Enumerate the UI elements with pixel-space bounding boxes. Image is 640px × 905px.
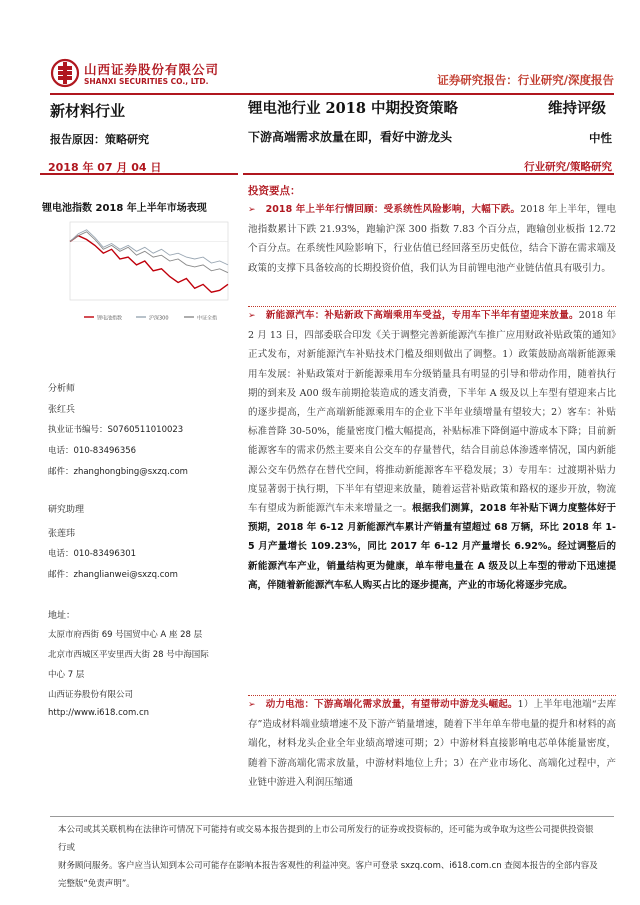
footer-divider — [50, 816, 614, 817]
chart-svg — [44, 216, 234, 328]
address-line-2: 北京市西城区平安里西大街 28 号中海国际 — [48, 650, 209, 660]
company-name-cn: 山西证券股份有限公司 — [84, 62, 220, 77]
analyst-cert: 执业证书编号：S0760511010023 — [48, 425, 184, 435]
bullet-arrow-icon: ➢ — [248, 700, 256, 710]
company-logo — [50, 58, 240, 94]
legend-label-1: 锂电池指数 — [97, 315, 123, 322]
address-line-3: 中心 7 层 — [48, 670, 85, 680]
key-point-2-conclusion: 根据我们测算，2018 年补贴下调力度整体好于预期，2018 年 6-12 月新能源汽车累计产销量有望超过 68 万辆，环比 2018 年 1-5 月产量增长 109.23%，同比 2017 年 6-12 月产量增长 6.92%。经过调整后的新能源汽车产业，销量结构更为健康，单车带电量在 A 级及以上车型的带动下迅速提高，伴随着新能源汽车私人购买占比的逐步提高，产业的市场化将逐步完成。 — [248, 503, 616, 591]
legend-label-3: 中证全指 — [197, 315, 218, 322]
report-subtitle: 下游高端需求放量在即，看好中游龙头 — [248, 130, 453, 144]
report-title: 锂电池行业 2018 中期投资策略 — [248, 100, 458, 117]
report-type: 证券研究报告：行业研究/深度报告 — [437, 73, 614, 87]
legend-label-2: 沪深300 — [149, 315, 169, 322]
analyst-name: 张红兵 — [48, 405, 76, 415]
disclaimer — [58, 821, 598, 893]
key-point-1 — [248, 200, 616, 278]
key-points-title: 投资要点： — [248, 185, 301, 197]
market-performance-chart — [44, 216, 234, 328]
analyst-label: 分析师 — [48, 384, 76, 394]
header-divider — [50, 93, 614, 95]
address-line-4: 山西证券股份有限公司 — [48, 690, 134, 700]
rating-label: 维持评级 — [548, 101, 606, 117]
key-point-2-heading: 新能源汽车：补贴新政下高端乘用车受益，专用车下半年有望迎来放量。 — [265, 310, 579, 321]
analyst-email[interactable]: 邮件：zhanghongbing@sxzq.com — [48, 467, 188, 477]
company-name-en: SHANXI SECURITIES CO., LTD. — [84, 77, 209, 86]
address-label: 地址： — [48, 611, 76, 621]
report-category: 行业研究/策略研究 — [524, 161, 612, 173]
analyst-phone: 电话：010-83496356 — [48, 446, 137, 456]
bullet-arrow-icon: ➢ — [248, 205, 256, 215]
date-bar — [40, 158, 238, 175]
series-line-1 — [70, 236, 228, 293]
category-bar — [243, 158, 614, 175]
key-point-2 — [248, 306, 616, 595]
disclaimer-line-1: 本公司或其关联机构在法律许可情况下可能持有或交易本报告提到的上市公司所发行的证券或投资标的，还可能为或争取为这些公司提供投资银行或 — [58, 825, 594, 853]
assistant-phone: 电话：010-83496301 — [48, 549, 137, 559]
chart-plot-frame — [70, 222, 228, 300]
key-point-3-text: 1）上半年电池端“去库存”造成材料端业绩增速不及下游产销量增速，随着下半年单车带电量的提升和材料的高端化，材料龙头企业全年业绩高增速可期；2）中游材料直接影响电芯单体能量密度，随着下游高端化需求放量，中游材料地位上升；3）在产业市场化、高端化过程中，产业链中游进入利润压缩通 — [248, 699, 616, 788]
key-point-3-heading: 动力电池：下游高端化需求放量，有望带动中游龙头崛起。 — [265, 699, 518, 710]
bullet-arrow-icon: ➢ — [248, 311, 256, 321]
assistant-name: 张莲玮 — [48, 529, 76, 539]
industry-name: 新材料行业 — [50, 102, 126, 120]
address-line-1: 太原市府西街 69 号国贸中心 A 座 28 层 — [48, 630, 203, 640]
key-point-1-text: 2018 年上半年，锂电池指数累计下跌 21.93%，跑输沪深 300 指数 7.83 个百分点，跑输创业板指 12.72 个百分点。在系统性风险影响下，行业估值已经回落至历史低位，结合下游在需求端及政策的支撑下具备较高的长期投资价值，我们认为目前锂电池产业链估值具有吸引力。 — [248, 204, 617, 274]
key-point-1-heading: 2018 年上半年行情回顾：受系统性风险影响，大幅下跌。 — [265, 204, 521, 215]
company-website[interactable]: http://www.i618.com.cn — [48, 708, 150, 718]
report-date: 2018 年 07 月 04 日 — [48, 161, 162, 174]
company-logo-icon — [50, 58, 80, 88]
disclaimer-line-2: 财务顾问服务。客户应当认知到本公司可能存在影响本报告客观性的利益冲突。客户可登录 sxzq.com、i618.com.cn 查阅本报告的全部内容及完整版“免责声明”。 — [58, 861, 598, 889]
chart-title: 锂电池指数 2018 年上半年市场表现 — [42, 203, 207, 214]
series-line-2 — [70, 230, 228, 265]
assistant-email[interactable]: 邮件：zhanglianwei@sxzq.com — [48, 570, 178, 580]
key-point-3 — [248, 695, 616, 792]
report-reason: 报告原因：策略研究 — [50, 133, 149, 146]
rating-value: 中性 — [589, 131, 612, 145]
assistant-label: 研究助理 — [48, 505, 85, 515]
key-point-2-text: 2018 年 2 月 13 日，四部委联合印发《关于调整完善新能源汽车推广应用财政补贴政策的通知》正式发布，对新能源汽车补贴技术门槛及细则做出了调整。1）政策鼓励高端新能源乘用车发展：补贴政策对于新能源乘用车分级销量具有明显的引导和带动作用，随着执行期的到来及 A00 级车前期抢装造成的透支消费，下半年 A 级及以上车型有望迎来占比的逐步提高，生产高端新能源乘用车的企业下半年业绩增量有望较大；2）客车：补贴标准普降 30-50%，能量密度门槛大幅提高，补贴标准下降倒逼中游成本下降；目前新能源客车的需求仍然主要来自公交车的存量替代，结合目前总体渗透率情况，国内新能源公交车仍然存在替代空间，将推动新能源客车平稳发展；3）专用车：过渡期补贴力度显著弱于执行期，下半年有望迎来放量，随着运营补贴政策和路权的逐步开放，物流车有望成为新能源汽车未来增量之一。 — [248, 310, 616, 515]
